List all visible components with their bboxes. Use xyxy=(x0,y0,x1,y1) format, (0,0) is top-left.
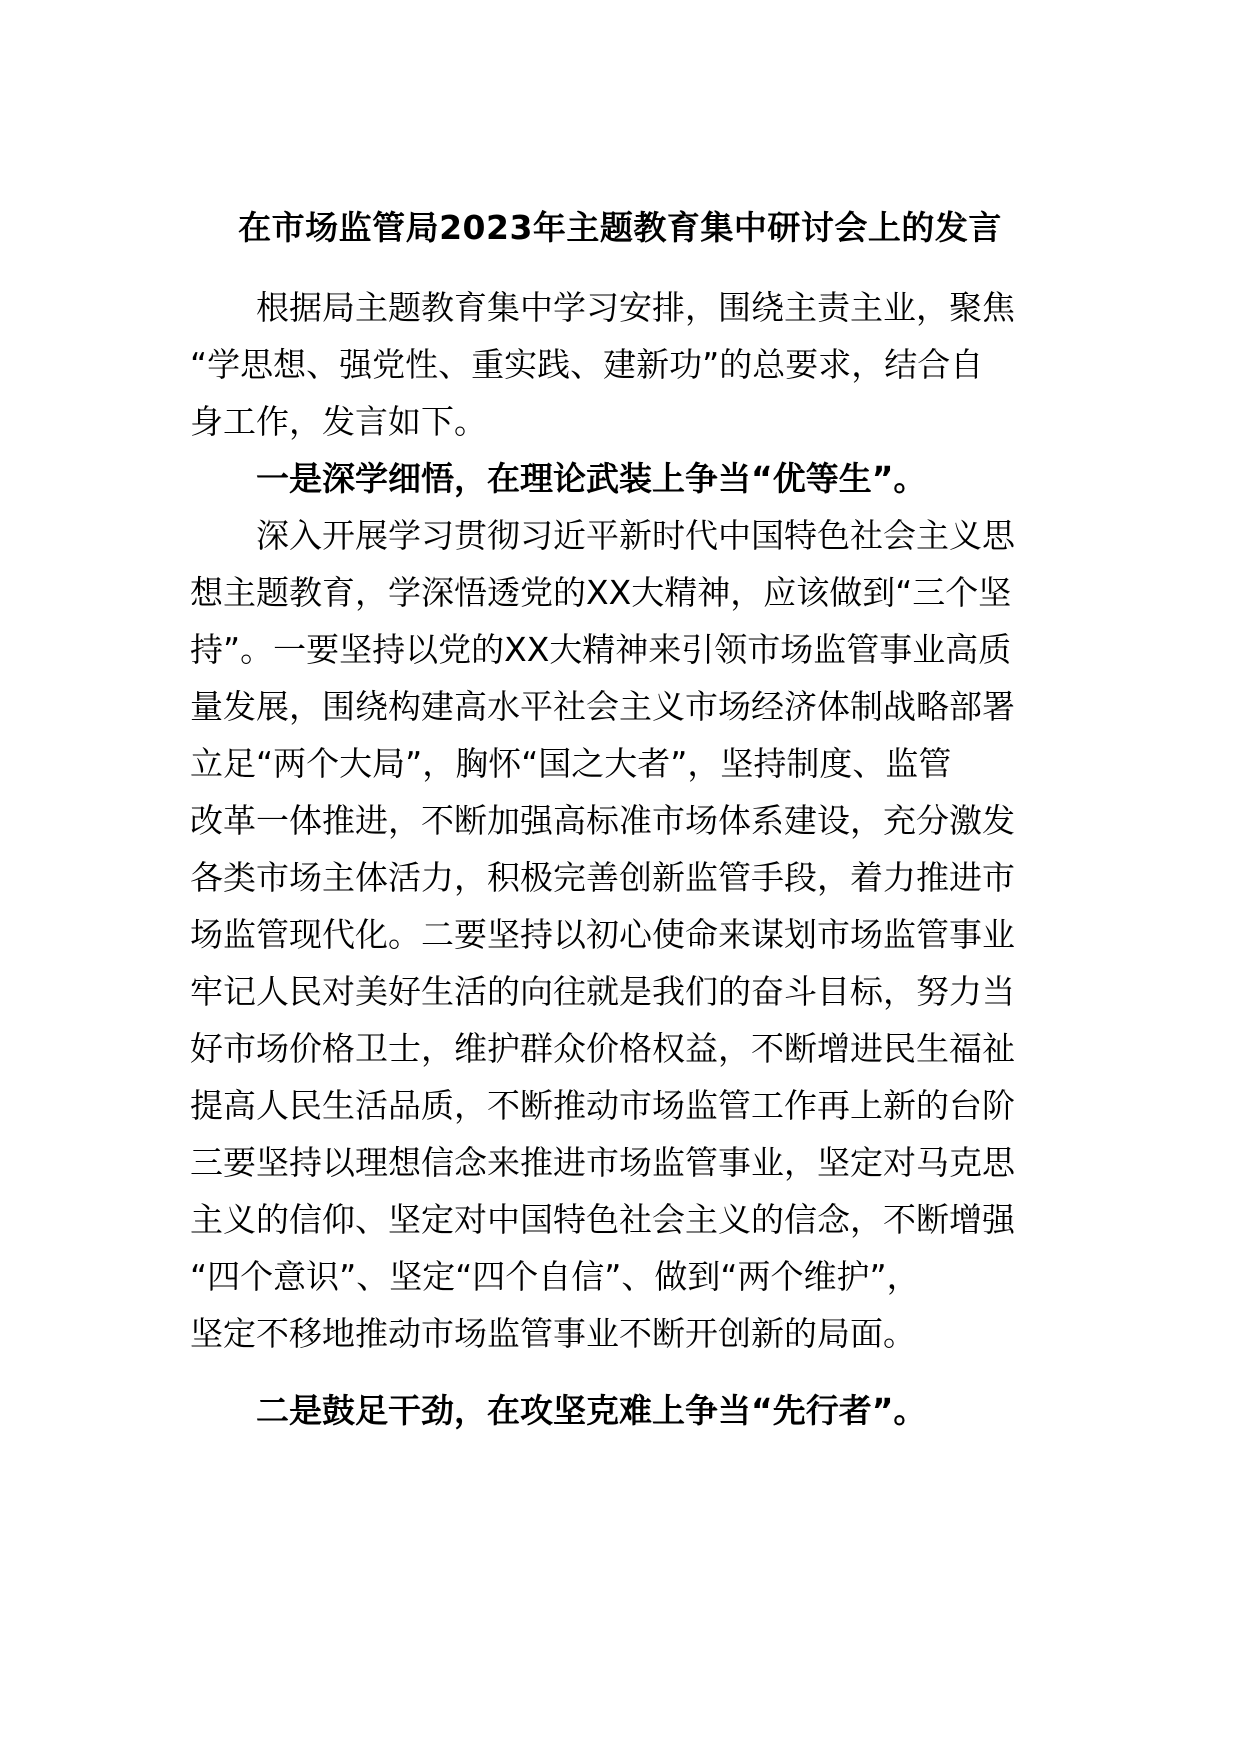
section-1-line-6: 改革一体推进，不断加强高标准市场体系建设，充分激发 xyxy=(190,801,1015,840)
intro-line-2: “学思想、强党性、重实践、建新功”的总要求，结合自 xyxy=(190,345,984,384)
section-1-line-2: 想主题教育，学深悟透党的XX大精神，应该做到“三个坚 xyxy=(190,573,1012,612)
section-1-line-4: 量发展，围绕构建高水平社会主义市场经济体制战略部署 xyxy=(190,687,1015,726)
section-1-line-12: 三要坚持以理想信念来推进市场监管事业，坚定对马克思 xyxy=(190,1143,1015,1182)
section-1-line-8: 场监管现代化。二要坚持以初心使命来谋划市场监管事业 xyxy=(190,915,1015,954)
section-1-line-5: 立足“两个大局”，胸怀“国之大者”，坚持制度、监管 xyxy=(190,744,952,783)
section-1-line-9: 牢记人民对美好生活的向往就是我们的奋斗目标，努力当 xyxy=(190,972,1015,1011)
section-1-line-14: “四个意识”、坚定“四个自信”、做到“两个维护”， xyxy=(190,1257,920,1296)
section-1-line-15: 坚定不移地推动市场监管事业不断开创新的局面。 xyxy=(190,1314,916,1353)
section-1-line-10: 好市场价格卫士，维护群众价格权益，不断增进民生福祉 xyxy=(190,1029,1015,1068)
intro-line-3: 身工作，发言如下。 xyxy=(190,402,487,441)
intro-line-1: 根据局主题教育集中学习安排，围绕主责主业，聚焦 xyxy=(256,288,1015,327)
section-1-line-3: 持”。一要坚持以党的XX大精神来引领市场监管事业高质 xyxy=(190,630,1012,669)
section-1-line-13: 主义的信仰、坚定对中国特色社会主义的信念，不断增强 xyxy=(190,1200,1015,1239)
section-1-line-7: 各类市场主体活力，积极完善创新监管手段，着力推进市 xyxy=(190,858,1015,897)
section-heading-2: 二是鼓足干劲，在攻坚克难上争当“先行者”。 xyxy=(256,1391,927,1430)
section-heading-1: 一是深学细悟，在理论武装上争当“优等生”。 xyxy=(256,459,927,498)
section-1-line-11: 提高人民生活品质，不断推动市场监管工作再上新的台阶 xyxy=(190,1086,1015,1125)
section-1-line-1: 深入开展学习贯彻习近平新时代中国特色社会主义思 xyxy=(256,516,1015,555)
document-title: 在市场监管局2023年主题教育集中研讨会上的发言 xyxy=(238,208,1002,247)
